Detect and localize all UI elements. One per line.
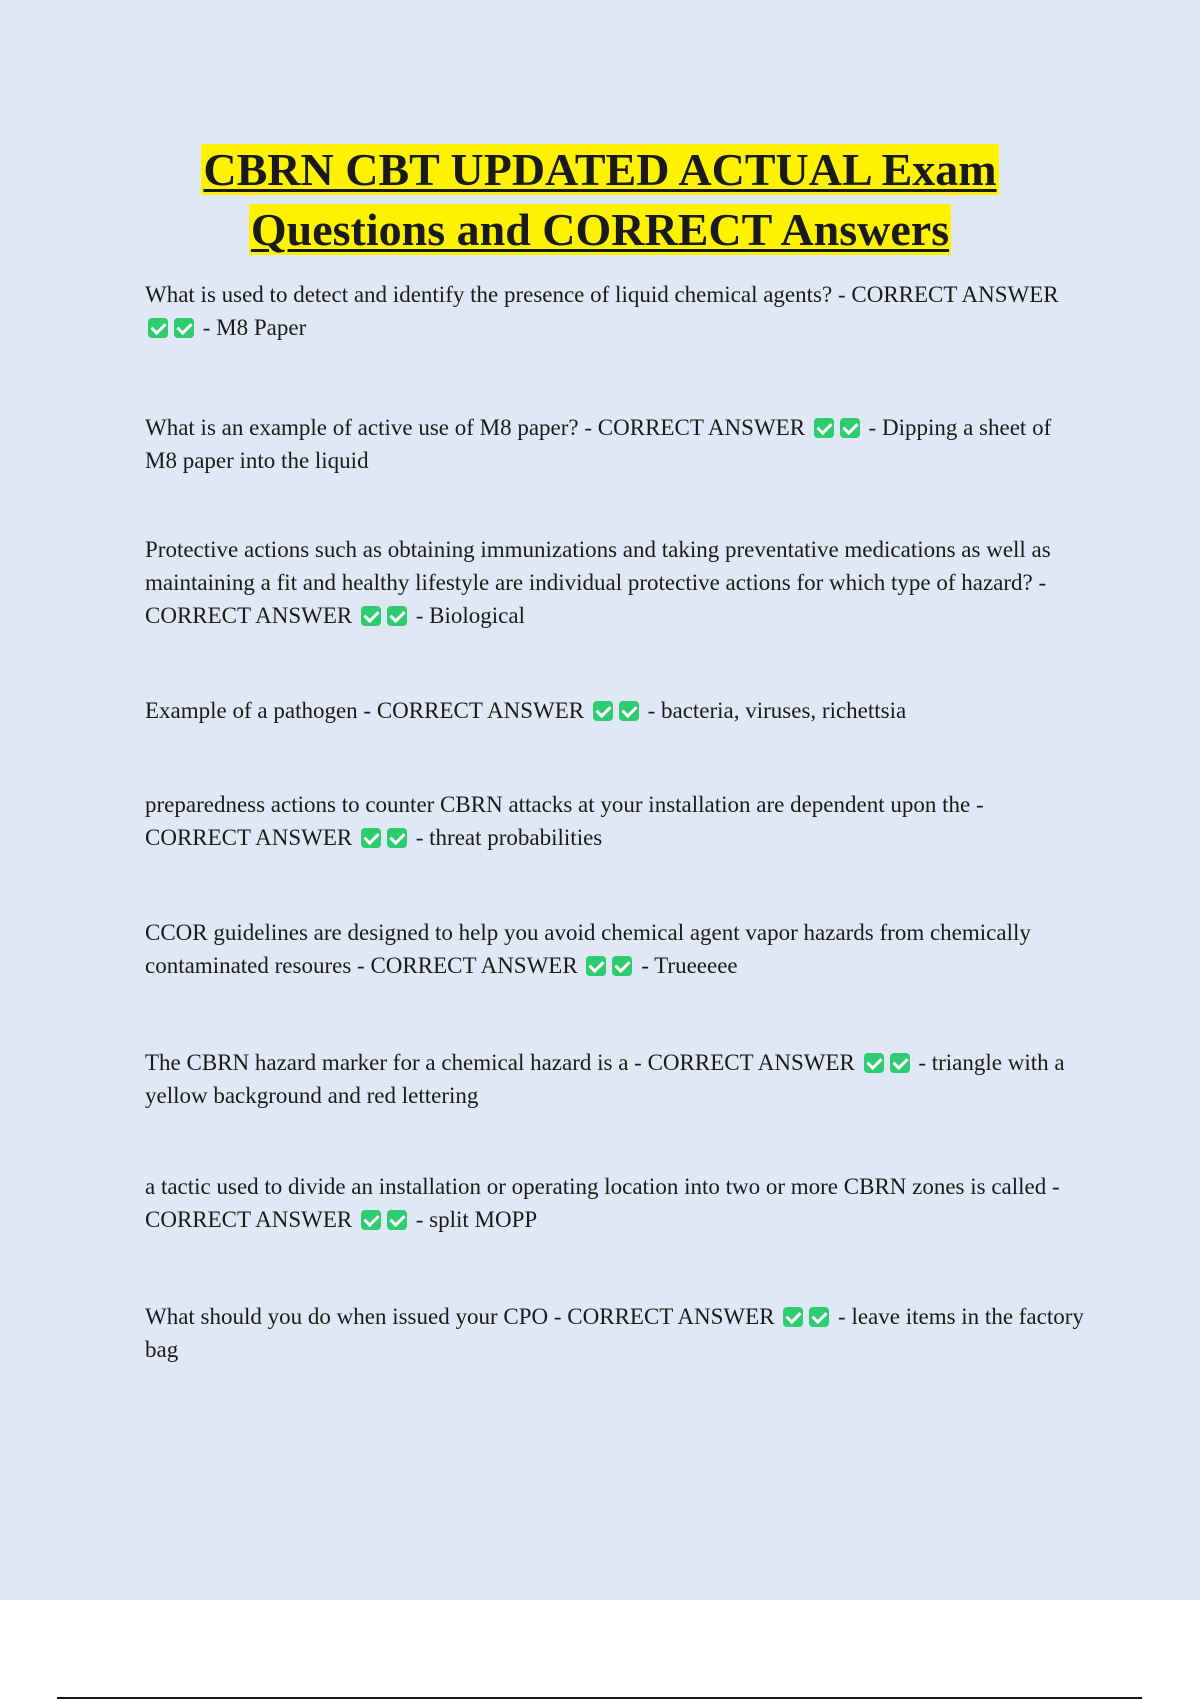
answer-marker: - CORRECT ANSWER — [628, 1050, 855, 1075]
answer-marker: - CORRECT ANSWER — [357, 698, 585, 723]
qa-item — [145, 1300, 1085, 1366]
answer-text: - threat probabilities — [415, 825, 603, 850]
check-box-icon — [361, 1210, 381, 1230]
question-text: preparedness actions to counter CBRN attacks at your installation are dependent upon the — [145, 792, 971, 817]
question-text: What is used to detect and identify the presence of liquid chemical agents? — [145, 282, 833, 307]
question-text: Protective actions such as obtaining immunizations and taking preventative medications as well as maintaining a fit and healthy lifestyle are individual protective actions for which type of hazard? — [145, 537, 1051, 595]
check-box-icon — [387, 828, 407, 848]
qa-item — [145, 533, 1085, 632]
qa-item — [145, 1170, 1085, 1236]
answer-text: - Trueeeee — [641, 953, 738, 978]
qa-item — [145, 1046, 1085, 1112]
question-text: What is an example of active use of M8 paper? — [145, 415, 579, 440]
check-box-icon — [174, 318, 194, 338]
answer-text: - Biological — [415, 603, 525, 628]
question-text: CCOR guidelines are designed to help you avoid chemical agent vapor hazards from chemically contaminated resoures — [145, 920, 1031, 978]
answer-text: - triangle with a yellow background and red lettering — [145, 1050, 1065, 1108]
question-text: The CBRN hazard marker for a chemical hazard is a — [145, 1050, 629, 1075]
answer-text: - Dipping a sheet of M8 paper into the liquid — [145, 415, 1052, 473]
qa-item — [145, 916, 1085, 982]
answer-text: - M8 Paper — [202, 315, 307, 340]
answer-text: - bacteria, viruses, richettsia — [647, 698, 907, 723]
answer-marker: - CORRECT ANSWER — [578, 415, 806, 440]
check-box-icon — [809, 1307, 829, 1327]
check-box-icon — [814, 418, 834, 438]
question-text: Example of a pathogen — [145, 698, 358, 723]
title-line-1: CBRN CBT UPDATED ACTUAL Exam — [203, 144, 997, 195]
page-divider — [57, 1697, 1142, 1699]
check-box-icon — [387, 606, 407, 626]
answer-marker: - CORRECT ANSWER — [145, 570, 1047, 628]
question-text: What should you do when issued your CPO — [145, 1304, 549, 1329]
answer-marker: - CORRECT ANSWER — [145, 1174, 1060, 1232]
answer-text: - split MOPP — [415, 1207, 538, 1232]
answer-marker: - CORRECT ANSWER — [351, 953, 578, 978]
check-box-icon — [593, 701, 613, 721]
answer-text: - leave items in the factory bag — [145, 1304, 1084, 1362]
question-text: a tactic used to divide an installation or operating location into two or more CBRN zones is called — [145, 1174, 1047, 1199]
check-box-icon — [586, 956, 606, 976]
check-box-icon — [783, 1307, 803, 1327]
answer-marker: - CORRECT ANSWER — [548, 1304, 775, 1329]
check-box-icon — [840, 418, 860, 438]
check-box-icon — [864, 1053, 884, 1073]
check-box-icon — [612, 956, 632, 976]
check-box-icon — [387, 1210, 407, 1230]
qa-item — [145, 788, 1085, 854]
answer-marker: - CORRECT ANSWER — [832, 282, 1059, 307]
answer-marker: - CORRECT ANSWER — [145, 792, 984, 850]
qa-item — [145, 278, 1085, 344]
title-line-2: Questions and CORRECT Answers — [250, 204, 950, 255]
check-box-icon — [361, 828, 381, 848]
check-box-icon — [890, 1053, 910, 1073]
check-box-icon — [361, 606, 381, 626]
qa-item — [145, 694, 1085, 727]
qa-item — [145, 411, 1085, 477]
document-title — [0, 140, 1200, 260]
check-box-icon — [619, 701, 639, 721]
check-box-icon — [148, 318, 168, 338]
